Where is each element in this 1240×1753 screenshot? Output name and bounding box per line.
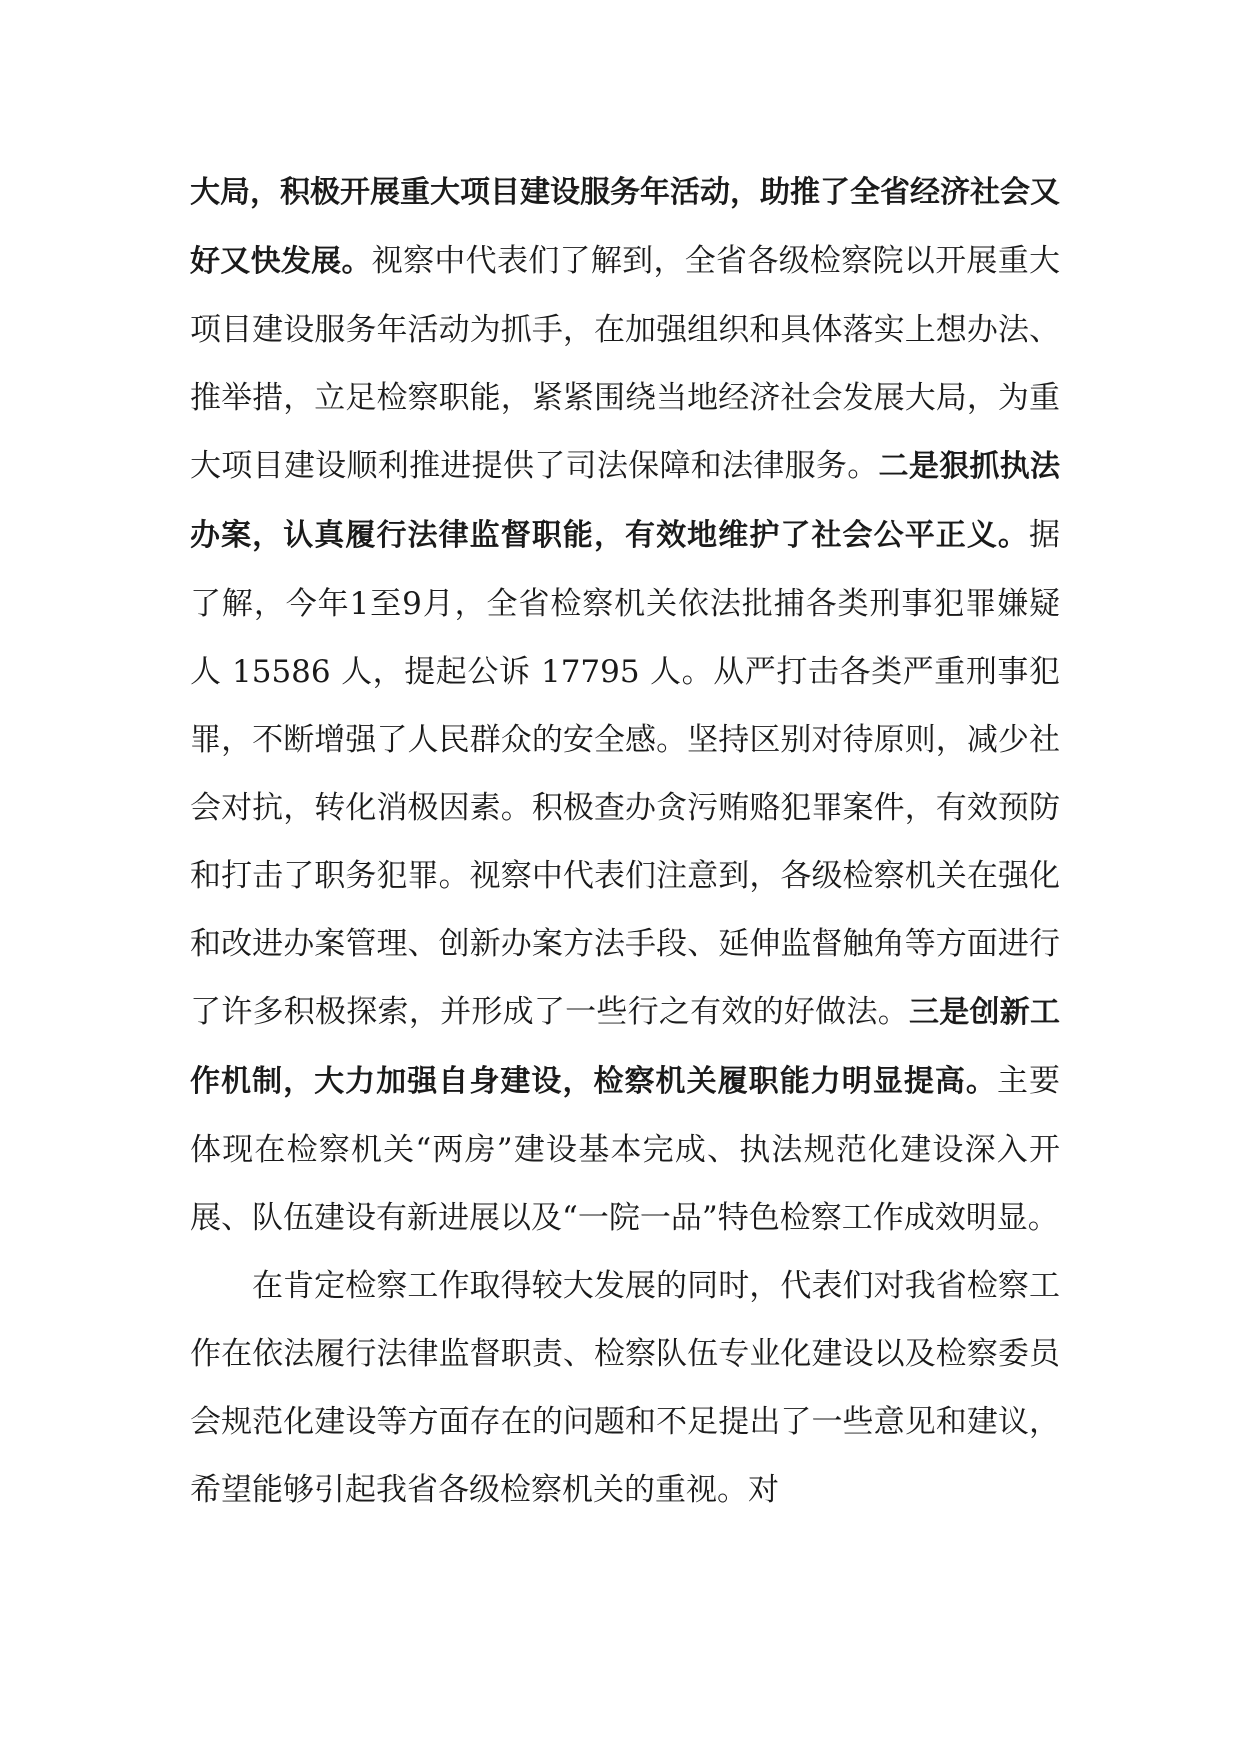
body-sentence: 据了解，今年1至9月，全省检察机关依法批捕各类刑事犯罪嫌疑人 15586 人，提起公诉 17795 人。从严打击各类严重刑事犯罪，不断增强了人民群众的安全感。坚持区别对待原则，减少社会对抗，转化消极因素。积极查办贪污贿赂犯罪案件，有效预防和打击了职务犯罪。视察中代表们注意到，各级检察机关在强化和改进办案管理、创新办案方法手段、延伸监督触角等方面进行了许多积极探索，并形成了一些行之有效的好做法。 bbox=[190, 517, 1060, 1030]
bold-phrase: 大局，积极开展重大项目建设服务年活动，助推了全省经济社会又好又快发展。 bbox=[190, 175, 1060, 279]
body-text bbox=[190, 158, 1060, 1524]
bold-phrase: 三是创新工作机制，大力加强自身建设，检察机关履职能力明显提高。 bbox=[190, 995, 1061, 1099]
body-sentence: 在肯定检察工作取得较大发展的同时，代表们对我省检察工作在依法履行法律监督职责、检察队伍专业化建设以及检察委员会规范化建设等方面存在的问题和不足提出了一些意见和建议，希望能够引起我省各级检察机关的重视。对 bbox=[190, 1268, 1060, 1508]
body-sentence: 视察中代表们了解到，全省各级检察院以开展重大项目建设服务年活动为抓手，在加强组织和具体落实上想办法、推举措，立足检察职能，紧紧围绕当地经济社会发展大局，为重大项目建设顺利推进提供了司法保障和法律服务。 bbox=[190, 243, 1061, 484]
paragraph-1 bbox=[190, 158, 1060, 1252]
paragraph-2 bbox=[190, 1252, 1060, 1524]
body-sentence: 主要体现在检察机关“两房”建设基本完成、执法规范化建设深入开展、队伍建设有新进展以及“一院一品”特色检察工作成效明显。 bbox=[190, 1063, 1061, 1236]
bold-phrase: 二是狠抓执法办案，认真履行法律监督职能，有效地维护了社会公平正义。 bbox=[190, 449, 1061, 553]
